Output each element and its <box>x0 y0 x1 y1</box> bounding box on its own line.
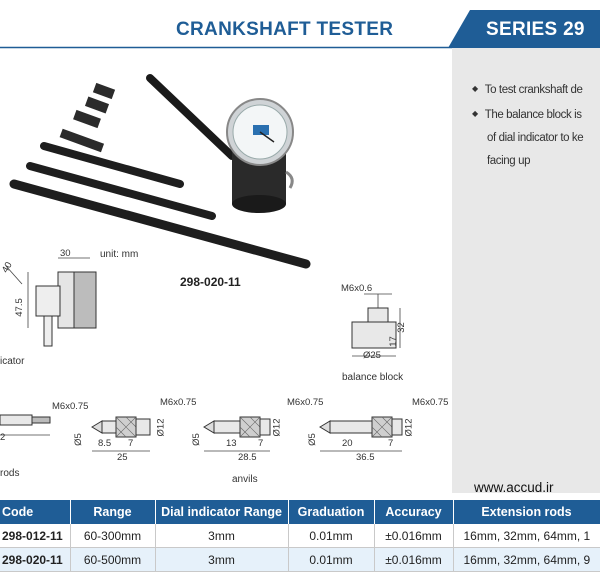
model-label: 298-020-11 <box>180 275 241 289</box>
bullet-text: The balance block is <box>484 109 582 121</box>
header-dial-range: Dial indicator Range <box>155 500 288 524</box>
bullet-text: To test crankshaft de <box>484 84 583 96</box>
header-code: Code <box>0 500 70 524</box>
anvil-2-total: 28.5 <box>238 452 257 463</box>
anvil-2-b: 7 <box>258 438 264 449</box>
anvil-2-thread: M6x0.75 <box>287 397 324 408</box>
bullet-text-continued: facing up <box>487 155 531 167</box>
dim-balance-height: 32 <box>395 322 407 333</box>
anvil-1-total: 25 <box>117 452 128 463</box>
table-row <box>0 548 600 572</box>
cell-dial-range: 3mm <box>155 524 288 548</box>
header-accuracy: Accuracy <box>374 500 453 524</box>
cell-extension-rods: 16mm, 32mm, 64mm, 1 <box>453 524 600 548</box>
cell-range: 60-300mm <box>70 524 155 548</box>
table-row <box>0 524 600 548</box>
cell-dial-range: 3mm <box>155 548 288 572</box>
anvil-1-thread: M6x0.75 <box>160 397 197 408</box>
header-rule <box>0 46 452 49</box>
anvil-1-d1: Ø5 <box>72 433 84 446</box>
bullet-text-continued: of dial indicator to ke <box>487 132 584 144</box>
anvil-3-d1: Ø5 <box>306 433 318 446</box>
rod-thread: M6x0.75 <box>52 401 89 412</box>
cell-accuracy: ±0.016mm <box>374 524 453 548</box>
unit-label: unit: mm <box>100 249 139 260</box>
rods-label: rods <box>0 468 20 479</box>
dim-dial-width: 30 <box>60 248 71 259</box>
anvil-1-d2: Ø12 <box>155 418 167 437</box>
anvil-3-total: 36.5 <box>356 452 375 463</box>
anvil-3-a: 20 <box>342 438 353 449</box>
dial-indicator-label: icator <box>0 356 25 367</box>
series-label: SERIES 29 <box>486 19 585 40</box>
anvil-2-d2: Ø12 <box>271 418 283 437</box>
anvil-2-a: 13 <box>226 438 237 449</box>
description-bullet-2: ◆ The balance block is <box>472 109 582 121</box>
cell-extension-rods: 16mm, 32mm, 64mm, 9 <box>453 548 600 572</box>
description-bullet-1: ◆ To test crankshaft de <box>472 84 583 96</box>
anvil-1-b: 7 <box>128 438 134 449</box>
dim-dial-diameter: 40 <box>0 260 15 275</box>
dim-balance-lower: 17 <box>387 336 399 347</box>
balance-thread: M6x0.6 <box>341 283 373 294</box>
header-graduation: Graduation <box>288 500 374 524</box>
header-extension-rods: Extension rods <box>453 500 600 524</box>
anvil-1-a: 8.5 <box>98 438 112 449</box>
anvil-3-thread: M6x0.75 <box>412 397 449 408</box>
anvil-3-d2: Ø12 <box>403 418 415 437</box>
cell-code: 298-012-11 <box>0 524 70 548</box>
anvil-2-d1: Ø5 <box>190 433 202 446</box>
spec-table <box>0 500 600 572</box>
website-link[interactable]: www.accud.ir <box>474 480 554 495</box>
cell-code: 298-020-11 <box>0 548 70 572</box>
product-photo <box>0 60 330 275</box>
table-header-row <box>0 500 600 524</box>
dim-balance-diameter: Ø25 <box>363 350 381 361</box>
cell-accuracy: ±0.016mm <box>374 548 453 572</box>
cell-graduation: 0.01mm <box>288 548 374 572</box>
page-title: CRANKSHAFT TESTER <box>176 19 394 40</box>
dim-dial-height: 47.5 <box>13 298 25 317</box>
header-range: Range <box>70 500 155 524</box>
dim-rod: 2 <box>0 432 6 443</box>
anvils-label: anvils <box>232 474 258 485</box>
anvil-3-b: 7 <box>388 438 394 449</box>
balance-block-label: balance block <box>342 372 404 383</box>
cell-graduation: 0.01mm <box>288 524 374 548</box>
cell-range: 60-500mm <box>70 548 155 572</box>
